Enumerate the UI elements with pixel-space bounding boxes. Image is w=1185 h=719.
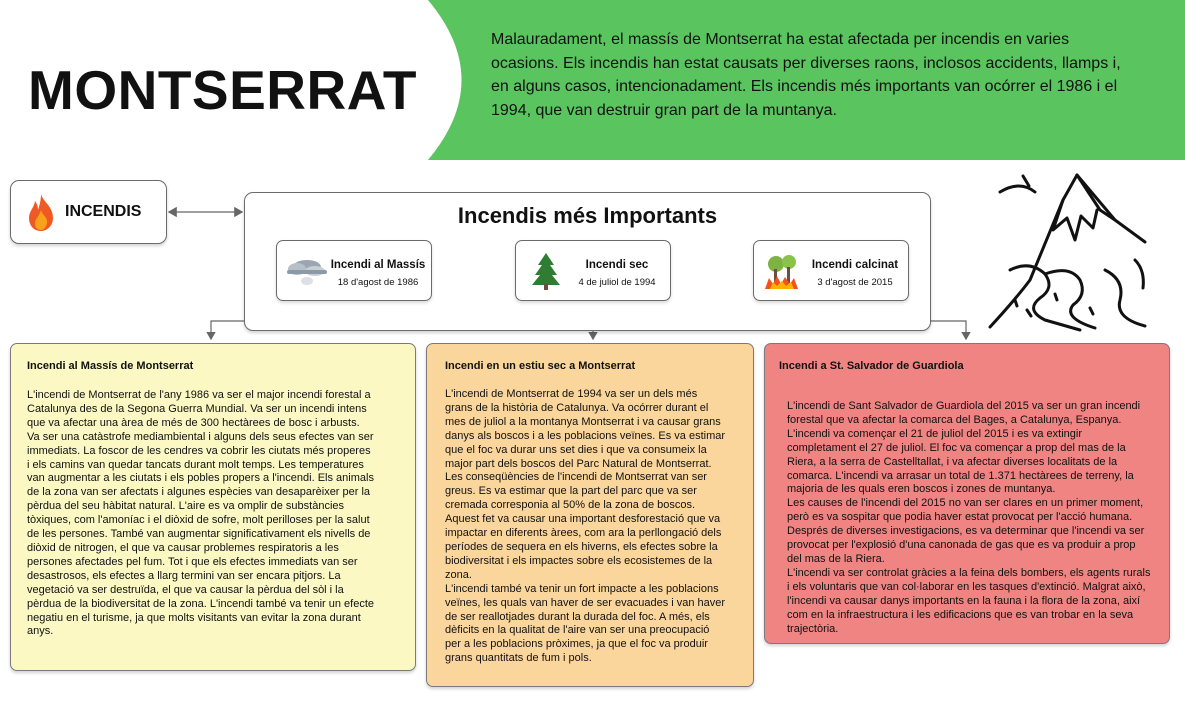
flame-icon xyxy=(25,192,57,232)
event-1986-title: Incendi al Massís xyxy=(330,259,426,271)
card-2015 xyxy=(764,343,1170,644)
intro-text: Malauradament, el massís de Montserrat ha estat afectada per incendis en varies ocasions. Els incendis han estat causats per diverses raons, inclosos accidents, llamps i, en alguns casos, intencionadament. Els incendis més importants van ocórrer el 1986 i el 1994, que van destruir gran part de la muntanya. xyxy=(491,31,1121,119)
card-1986-title: Incendi al Massís de Montserrat xyxy=(27,360,194,372)
card-1986-text: L'incendi de Montserrat de l'any 1986 va ser el major incendi forestal a Catalunya des de la Segona Guerra Mundial. Va ser un incendi intens que va afectar una àrea de més de 300 hectàrees de bosc i arbusts. Va ser una catàstrofe mediambiental i alguns dels seus efectes van ser immediats. La foscor de les cendres va cobrir les ciutats més properes i els camins van quedar tancats durant molt temps. Les temperatures van augmentar a les ciutats i els pobles propers a l'incendi. Els animals de la zona van ser afectats i algunes espècies van desaparèixer per la pèrdua del seu hàbitat natural. L'aire es va omplir de substàncies tòxiques, com l'amoníac i el diòxid de sofre, molt perilloses per la salut de les persones. També van augmentar significativament els nivells de diòxid de nitrogen, el que va causar problemes respiratoris a les persones afectades pel fum. Tot i que els efectes immediats van ser desastrosos, els efectes a llarg termini van ser encara pitjors. La vegetació va ser destruïda, el que va causar la pèrdua del sòl i la pèrdua de la biodiversitat de la zona. L'incendi també va tenir un efecte negatiu en el turisme, ja que molts visitants van evitar la zona durant anys. xyxy=(27,389,374,638)
mountain-icon xyxy=(985,170,1150,335)
event-1994-title: Incendi sec xyxy=(585,259,649,271)
event-1994-date: 4 de juliol de 1994 xyxy=(578,277,656,288)
page-title: MONTSERRAT xyxy=(28,59,417,121)
card-1994-text: L'incendi de Montserrat de 1994 va ser un dels més grans de la història de Catalunya. Va ocórrer durant el mes de juliol a la montanya Montserrat i va causar grans danys als boscos i a les poblacions veïnes. Es va estimar que el foc va durar uns set dies i que va consumeix la major part dels boscos del Parc Natural de Montserrat. Les conseqüències de l'incendi de Montserrat van ser greus. Es va estimar que la part del parc que va ser cremada corresponia al 50% de la zona de boscos. Aquest fet va causar una important desforestació que va impactar en diferents àrees, com ara la perllongació dels períodes de sequera en els hiverns, els efectes sobre la biodiversitat i els impactes sobre els ecosistemes de la zona. L'incendi també va tenir un fort impacte a les poblacions veïnes, les quals van haver de ser evacuades i van haver de ser reallotjades durant la durada del foc. A més, els dèficits en la qualitat de l'aire van ser una preocupació per a les poblacions pròximes, ja que el foc va produir grans quantitats de fum i pols. xyxy=(445,388,726,665)
card-2015-title: Incendi a St. Salvador de Guardiola xyxy=(779,360,964,372)
pine-tree-icon xyxy=(524,251,568,291)
incendis-label: INCENDIS xyxy=(65,203,142,220)
event-1986-date: 18 d'agost de 1986 xyxy=(337,277,419,288)
event-2015-node[interactable] xyxy=(753,240,909,301)
main-title: Incendis més Importants xyxy=(457,203,718,228)
smoke-cloud-icon xyxy=(285,251,329,291)
card-1986 xyxy=(10,343,416,671)
main-events-box xyxy=(244,192,931,331)
event-2015-title: Incendi calcinat xyxy=(811,259,899,271)
event-1986-node[interactable] xyxy=(276,240,432,301)
incendis-node[interactable] xyxy=(10,180,167,244)
burning-trees-icon xyxy=(762,251,806,291)
card-1994-title: Incendi en un estiu sec a Montserrat xyxy=(445,360,636,372)
event-2015-date: 3 d'agost de 2015 xyxy=(817,277,893,288)
card-2015-text: L'incendi de Sant Salvador de Guardiola del 2015 va ser un gran incendi forestal que va afectar la comarca del Bages, a Catalunya, Espanya. L'incendi va començar el 21 de juliol del 2015 i es va extingir completament el 27 de juliol. El foc va començar a prop del mas de la Riera, a la serra de Castelltallat, i va afectar diverses localitats de la comarca. L'incendi va arrasar un total de 1.371 hectàrees de terreny, la majoria de les quals eren boscos i zones de muntanya. Les causes de l'incendi del 2015 no van ser clares en un primer moment, però es va sospitar que podia haver estat provocat per l'acció humana. Després de diverses investigacions, es va determinar que l'incendi va ser provocat per l'explosió d'una canonada de gas que es va produir a prop del mas de la Riera. L'incendi va ser controlat gràcies a la feina dels bombers, els agents rurals i els voluntaris que van col·laborar en les tasques d'extinció. Malgrat això, l'incendi va causar danys importants en la fauna i la flora de la zona, així com en la infraestructura i les edificacions que es van trobar en la seva trajectòria. xyxy=(787,400,1151,635)
event-1994-node[interactable] xyxy=(515,240,671,301)
card-1994 xyxy=(426,343,754,687)
